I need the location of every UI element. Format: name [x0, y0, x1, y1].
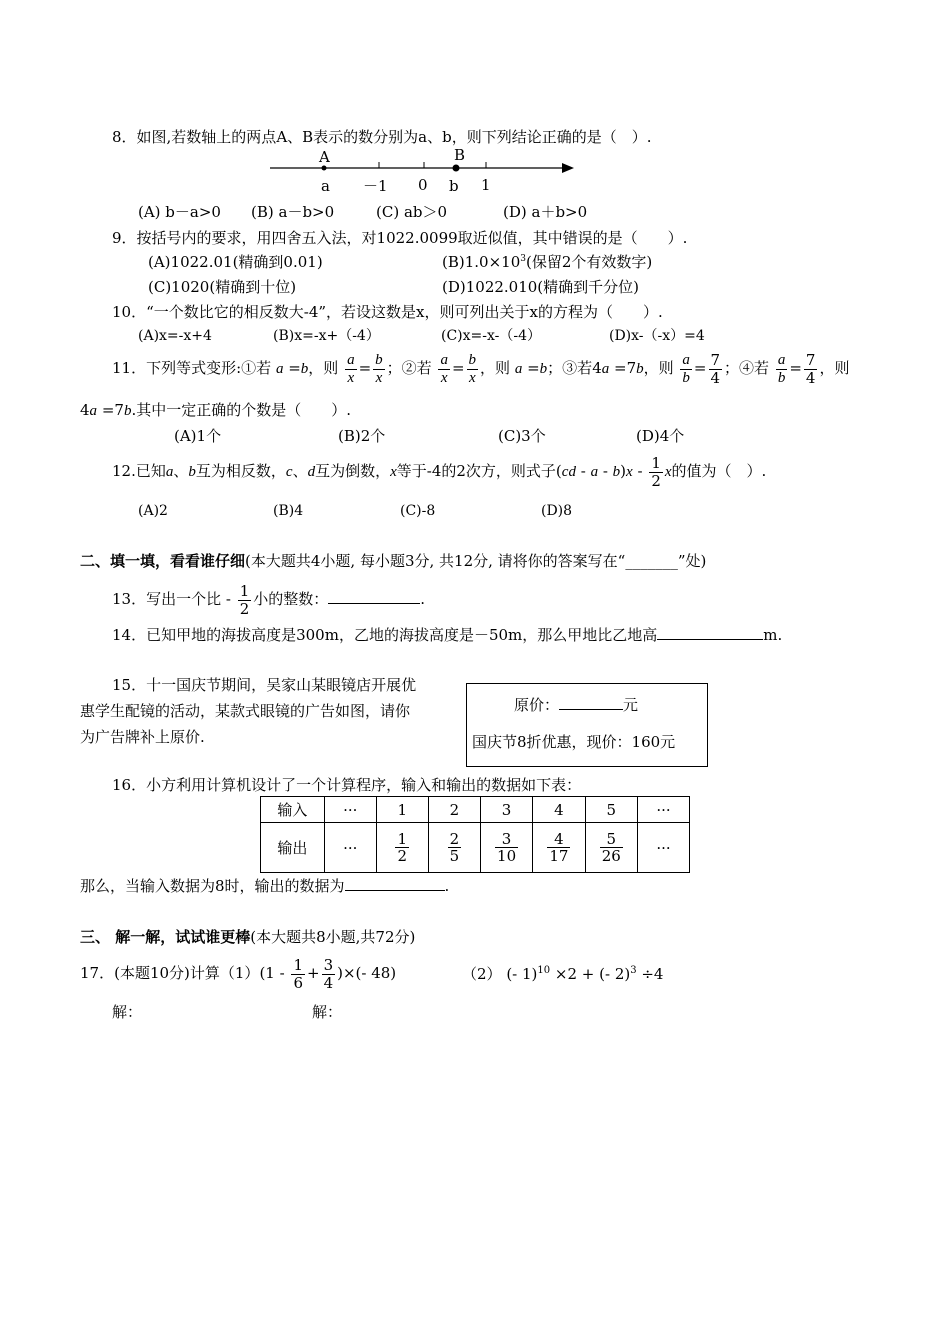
- q11-line2: 4a =7b.其中一定正确的个数是（ ）.: [80, 401, 351, 419]
- input-cell: 4: [533, 797, 585, 823]
- q9-option-b: $(B)1.0\times 10^3$(保留2个有效数字): [442, 253, 653, 271]
- q12-stem: 12.已知a、b互为相反数，c、d互为倒数，x等于-4的2次方，则式子(cd - a - b)x - $\frac{1}{2}$ x的值为（ ）.: [112, 454, 767, 490]
- q10-option-c: (C)x=-x-（-4）: [441, 328, 542, 344]
- q9-stem: 9．按括号内的要求，用四舍五入法，对1022.0099取近似值，其中错误的是（ ）.: [112, 229, 688, 247]
- q12-option-d: (D)8: [541, 503, 573, 519]
- input-cell: 3: [480, 797, 532, 823]
- q17-solve1: 解：: [112, 1003, 143, 1021]
- ellipsis-cell: ···: [637, 823, 689, 873]
- tick-label-0: 0: [418, 176, 428, 194]
- q16-tail: 那么，当输入数据为8时，输出的数据为 .: [80, 877, 450, 895]
- input-cell: 1: [376, 797, 428, 823]
- output-cell: $\frac{4}{17}$: [533, 823, 585, 873]
- q8-option-d: (D) a＋b>0: [503, 203, 588, 221]
- q11-option-c: (C)3个: [498, 427, 546, 445]
- q12-option-b: (B)4: [273, 503, 304, 519]
- q11-stem: 11．下列等式变形:①若 a =b，则 $\frac{a}{x}$ = $\frac{b}{x}$ ；②若 $\frac{a}{x}$ = $\frac{b}{x}$ ，则 a =b；③若4a =7b，则 $\frac{a}{b}$ = $\frac{7}{4}$ ；④若 $\frac{a}{b}$ = $\frac{7}{4}$ ，则: [112, 351, 850, 387]
- q15-line3: 为广告牌补上原价.: [80, 728, 205, 746]
- q14: 14．已知甲地的海拔高度是300m，乙地的海拔高度是－50m，那么甲地比乙地高 m.: [112, 626, 783, 644]
- tick-label-a: a: [321, 177, 330, 195]
- q15-line2: 惠学生配镜的活动，某款式眼镜的广告如图，请你: [80, 702, 411, 720]
- input-label: 输入: [261, 797, 325, 823]
- q16-stem: 16．小方利用计算机设计了一个计算程序，输入和输出的数据如下表：: [112, 776, 582, 794]
- output-label: 输出: [261, 823, 325, 873]
- point-a: [322, 166, 327, 171]
- tick-label-neg1: －1: [363, 177, 388, 195]
- q13: 13．写出一个比 - $\frac{1}{2}$ 小的整数： .: [112, 582, 426, 618]
- ellipsis-cell: ···: [324, 823, 376, 873]
- q9-option-d: (D)1022.010(精确到千分位): [442, 278, 640, 296]
- q8-stem: 8．如图,若数轴上的两点A、B表示的数分别为a、b，则下列结论正确的是（ ）.: [112, 128, 652, 146]
- output-cell: $\frac{2}{5}$: [428, 823, 480, 873]
- input-row: [261, 797, 690, 823]
- section3-heading: 三、 解一解，试试谁更棒(本大题共8小题,共72分): [80, 928, 416, 946]
- q11-option-d: (D)4个: [636, 427, 685, 445]
- tick-label-b: b: [449, 177, 459, 195]
- ellipsis-cell: ···: [324, 797, 376, 823]
- q12-option-a: (A)2: [138, 503, 168, 519]
- label-B: B: [454, 146, 466, 164]
- output-cell: $\frac{5}{26}$: [585, 823, 637, 873]
- q8-option-a: (A) b－a>0: [138, 203, 221, 221]
- ad-discount-price: 国庆节8折优惠，现价：160元: [472, 733, 676, 751]
- output-cell: $\frac{1}{2}$: [376, 823, 428, 873]
- point-b: [453, 165, 460, 172]
- q12-option-c: (C)-8: [400, 503, 436, 519]
- q8-option-b: (B) a－b>0: [251, 203, 335, 221]
- q9-option-c: (C)1020(精确到十位): [148, 278, 297, 296]
- q10-option-d: (D)x-（-x）=4: [609, 328, 705, 344]
- q10-stem: 10．“一个数比它的相反数大-4”，若设这数是x，则可列出关于x的方程为（ ）.: [112, 303, 663, 321]
- input-cell: 5: [585, 797, 637, 823]
- q17-solve2: 解：: [312, 1003, 343, 1021]
- axis-arrow: [562, 163, 574, 173]
- q15-line1: 15．十一国庆节期间，吴家山某眼镜店开展优: [112, 676, 417, 694]
- q17-part2: （2） (- 1)$^{10}$ ×2 + (- 2)$^3$ ÷4: [462, 965, 664, 983]
- section2-heading: 二、填一填，看看谁仔细(本大题共4小题, 每小题3分, 共12分, 请将你的答案写在“_______”处): [80, 552, 707, 570]
- tick-label-1: 1: [481, 176, 491, 194]
- q9-option-a: (A)1022.01(精确到0.01): [148, 253, 323, 271]
- input-cell: 2: [428, 797, 480, 823]
- q11-option-a: (A)1个: [174, 427, 222, 445]
- q17: 17．(本题10分)计算（1）(1 - $\frac{1}{6}$ + $\frac{3}{4}$ )×(- 48): [80, 956, 397, 992]
- q8-option-c: (C) ab＞0: [376, 203, 448, 221]
- ellipsis-cell: ···: [637, 797, 689, 823]
- output-row: [261, 823, 690, 873]
- q10-option-a: (A)x=-x+4: [138, 328, 212, 344]
- label-A: A: [319, 148, 330, 166]
- io-table: [260, 796, 690, 873]
- output-cell: $\frac{3}{10}$: [480, 823, 532, 873]
- ad-original-price: 原价： 元: [514, 696, 639, 714]
- q11-option-b: (B)2个: [338, 427, 386, 445]
- q10-option-b: (B)x=-x+（-4）: [273, 328, 380, 344]
